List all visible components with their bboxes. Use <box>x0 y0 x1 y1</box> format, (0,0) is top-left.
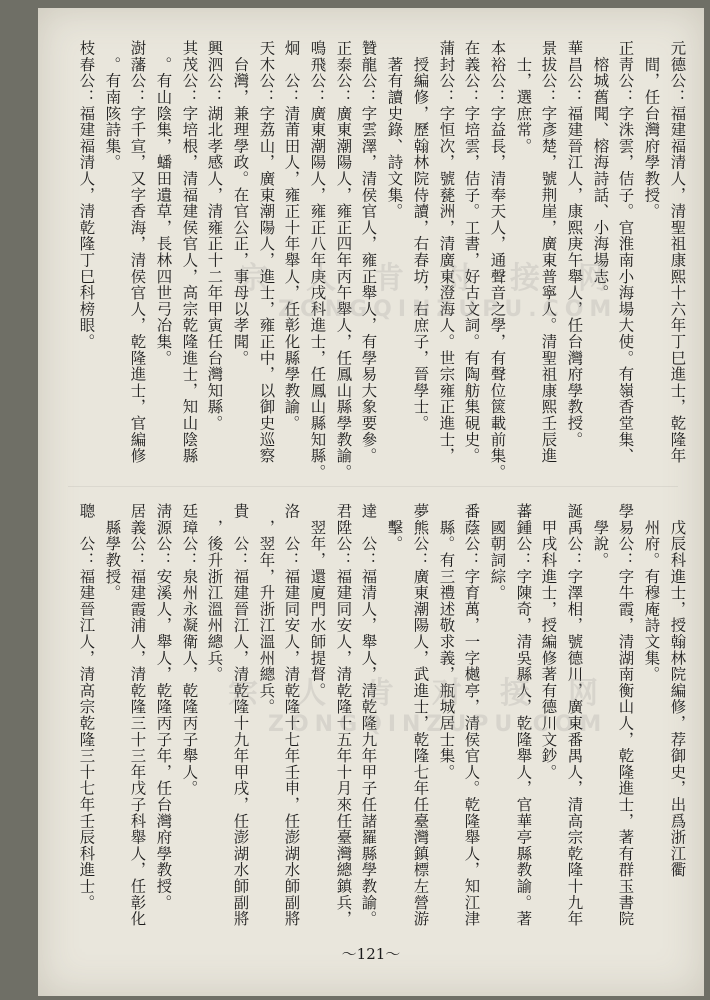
text-column: 元德公：福建福清人，清聖祖康熙十六年丁巳進士，乾隆年 <box>668 40 687 464</box>
text-column: 炯 公：清莆田人，雍正十年舉人，任彰化縣學教諭。 <box>282 40 301 432</box>
text-column: 台灣，兼理學政。在官公正，事母以孝聞。 <box>231 40 250 366</box>
text-column: 戊辰科進士，授翰林院編修，荐御史，出爲浙江衢 <box>668 503 687 878</box>
text-column: 縣學教授。 <box>103 503 122 601</box>
text-column: 擊。 <box>385 503 404 552</box>
text-column: 翌年，還廈門水師提督。 <box>308 503 327 699</box>
text-column: 居義公：福建霞浦人，清乾隆三十三年戊子科舉人，任彰化 <box>128 503 147 927</box>
page-number: ～121～ <box>341 945 401 963</box>
text-column: 蒲封公：字恒次，號甆洲，清廣東澄海人。世宗雍正進士， <box>437 40 456 464</box>
section-gap <box>68 486 678 487</box>
text-column: 君陞公：福建同安人，清乾隆十五年十月來任臺灣總鎮兵， <box>334 503 353 927</box>
text-column: 蕃鍾公：字陳奇，清吳縣人，乾隆舉人，官華亭縣教諭。著 <box>514 503 533 927</box>
text-column: 廷璋公：泉州永凝衛人，乾隆丙子舉人。 <box>180 503 199 797</box>
text-column: 縣。有三禮述敬求義，瓶城居士集。 <box>437 503 456 781</box>
text-column: 正泰公：廣東潮陽人，雍正四年丙午舉人，任鳳山縣學教諭。 <box>334 40 353 481</box>
text-column: ，後升浙江溫州總兵。 <box>205 503 224 683</box>
watermark-url: ZONGQINZUPU.COM <box>278 297 618 322</box>
text-column: 本裕公：字益長，清奉天人，通聲音之學，有聲位篋載前集。 <box>488 40 507 481</box>
watermark-text: 宗 人 肯 对 接 网 <box>228 676 602 711</box>
text-column: 國朝詞綜。 <box>488 503 507 601</box>
text-column: 景拔公：字彥楚，號荆崖，廣東普寧人。清聖祖康熙壬辰進 <box>539 40 558 464</box>
text-column: 。有南陔詩集。 <box>103 40 122 171</box>
text-column: 授編修，歷翰林院侍讀，右春坊，右庶子，晉學士。 <box>411 40 430 432</box>
text-column: 學說。 <box>591 503 610 569</box>
text-column: 贊龍公：字雲澤，清侯官人，雍正舉人，有學易大象要參。 <box>359 40 378 464</box>
watermark <box>238 253 617 322</box>
text-column: 達 公：福清人，舉人，清乾隆九年甲子任諸羅縣學教諭。 <box>359 503 378 927</box>
text-column: 著有讀史錄、詩文集。 <box>385 40 404 220</box>
text-column: 士，選庶常。 <box>514 40 533 155</box>
text-column: 鳴飛公：廣東潮陽人，雍正八年庚戌科進士，任鳳山縣知縣。 <box>308 40 327 481</box>
text-column: 甲戌科進士，授編修著有德川文鈔。 <box>539 503 558 781</box>
text-column: 枝春公：福建福清人，清乾隆丁巳科榜眼。 <box>77 40 96 350</box>
text-column: 聰 公：福建晉江人，清高宗乾隆三十七年壬辰科進士。 <box>77 503 96 911</box>
text-column: 淸源公：安溪人，舉人，乾隆丙子年，任台灣府學教授。 <box>154 503 173 911</box>
text-column: 華昌公：福建晉江人，康熙庚午舉人，任台灣府學教授。 <box>565 40 584 448</box>
text-column: 正靑公：字洙雲，佶子。官淮南小海場大使。有嶺香堂集、 <box>616 40 635 464</box>
text-column: ，翌年，升浙江溫州總兵。 <box>257 503 276 715</box>
text-column: 學易公：字牛霞，清湖南衡山人，乾隆進士，著有群玉書院 <box>616 503 635 927</box>
text-column: 榕城舊聞、榕海詩話、小海場志。 <box>591 40 610 301</box>
text-column: 誕禹公：字澤相，號德川，廣東番禺人，清高宗乾隆十九年 <box>565 503 584 927</box>
text-column: 番蔭公：字育萬，一字樾亭，清侯官人。乾隆舉人，知江津 <box>462 503 481 927</box>
watermark-url: ZONGQINZUPU.COM <box>268 712 608 737</box>
book-page <box>38 8 704 996</box>
text-column: 澍藩公：字千宣，又字香海，清侯官人，乾隆進士，官編修 <box>128 40 147 464</box>
text-column: 洛 公：福建同安人，清乾隆十七年壬申，任澎湖水師副將 <box>282 503 301 927</box>
text-column: 夢熊公：廣東潮陽人，武進士，乾隆七年任臺灣鎮標左營游 <box>411 503 430 927</box>
text-column: 州府。有穆庵詩文集。 <box>642 503 661 683</box>
text-column: 天木公：字荔山，廣東潮陽人，進士，雍正中，以御史巡察 <box>257 40 276 464</box>
watermark <box>228 668 607 737</box>
text-column: 貴 公：福建晉江人，清乾隆十九年甲戌，任澎湖水師副將 <box>231 503 250 927</box>
text-column: 間，任台灣府學教授。 <box>642 40 661 220</box>
watermark-text: 宗 人 肯 对 接 网 <box>238 261 612 296</box>
text-column: 在義公：字培雲，佶子。工書，好古文詞。有陶舫集硯史。 <box>462 40 481 464</box>
text-column: 。有山陰集，蟠田遺草，長林四世弓冶集。 <box>154 40 173 366</box>
text-column: 興泗公：湖北孝感人，清雍正十二年甲寅任台灣知縣。 <box>205 40 224 432</box>
text-column: 其茂公：字培根，清福建侯官人，高宗乾隆進士，知山陰縣 <box>180 40 199 464</box>
